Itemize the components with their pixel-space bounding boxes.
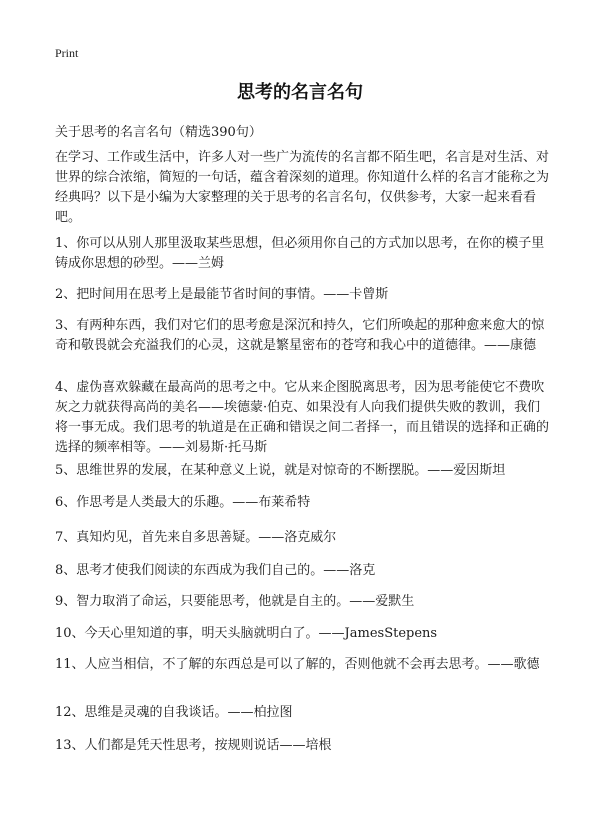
intro-paragraph: 在学习、工作或生活中，许多人对一些广为流传的名言都不陌生吧，名言是对生活、对世界的综合浓缩，简短的一句话，蕴含着深刻的道理。你知道什么样的名言才能称之为经典吗？以下是小编为大家整理的关于思考的名言名句，仅供参考，大家一起来看看吧。 <box>55 150 550 225</box>
quote-item: 8、思考才使我们阅读的东西成为我们自己的。——洛克 <box>55 563 376 578</box>
quote-item: 9、智力取消了命运，只要能思考，他就是自主的。——爱默生 <box>55 594 415 609</box>
quote-item: 10、今天心里知道的事，明天头脑就明白了。——JamesStepens <box>55 626 438 641</box>
quote-item: 2、把时间用在思考上是最能节省时间的事情。——卡曾斯 <box>55 287 389 302</box>
page-title: 思考的名言名句 <box>237 82 363 103</box>
quote-item: 12、思维是灵魂的自我谈话。——柏拉图 <box>55 705 293 720</box>
quote-item: 6、作思考是人类最大的乐趣。——布莱希特 <box>55 495 311 510</box>
quote-item: 13、人们都是凭天性思考，按规则说话——培根 <box>55 738 332 753</box>
quote-item: 3、有两种东西，我们对它们的思考愈是深沉和持久，它们所唤起的那种愈来愈大的惊奇和敬畏就会充溢我们的心灵，这就是繁星密布的苍穹和我心中的道德律。——康德 <box>55 318 545 353</box>
quote-item: 7、真知灼见，首先来自多思善疑。——洛克威尔 <box>55 530 337 545</box>
quote-item: 4、虚伪喜欢躲藏在最高尚的思考之中。它从来企图脱离思考，因为思考能使它不费吹灰之力就获得高尚的美名——埃德蒙·伯克、如果没有人向我们提供失败的教训，我们将一事无成。我们思考的轨道是在正确和错误之间二者择一，而且错误的选择和正确的选择的频率相等。——刘易斯·托马斯 <box>55 380 550 455</box>
quote-item: 1、你可以从别人那里汲取某些思想，但必须用你自己的方式加以思考，在你的模子里铸成你思想的砂型。——兰姆 <box>55 236 545 271</box>
subtitle: 关于思考的名言名句（精选390句） <box>55 125 262 140</box>
print-label[interactable]: Print <box>55 46 79 60</box>
quote-item: 11、人应当相信，不了解的东西总是可以了解的，否则他就不会再去思考。——歌德 <box>55 657 540 672</box>
quote-item: 5、思维世界的发展，在某种意义上说，就是对惊奇的不断摆脱。——爱因斯坦 <box>55 463 506 478</box>
